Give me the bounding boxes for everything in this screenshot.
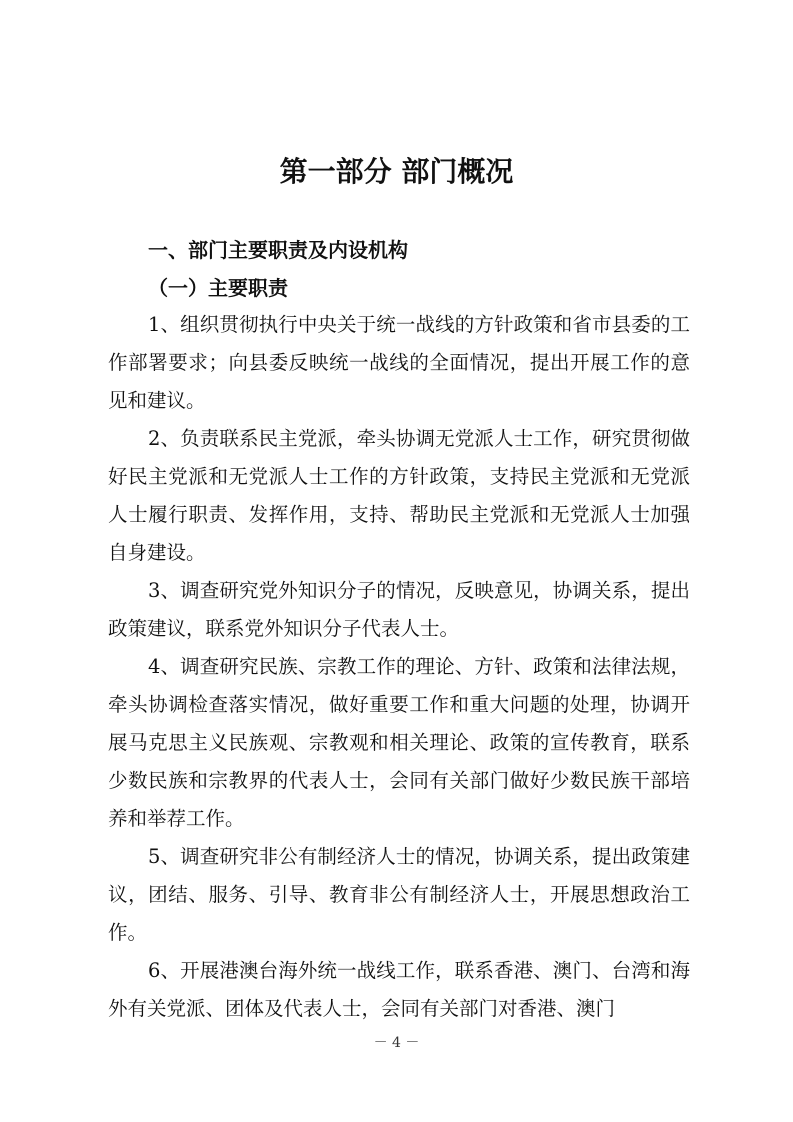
duty-paragraph-5: 5、调查研究非公有制经济人士的情况，协调关系，提出政策建议，团结、服务、引导、教育非公有制经济人士，开展思想政治工作。 [108,845,690,944]
duty-paragraph-6: 6、开展港澳台海外统一战线工作，联系香港、澳门、台湾和海外有关党派、团体及代表人士，会同有关部门对香港、澳门 [108,959,690,1020]
page-number: － 4 － [373,1035,420,1051]
sub-heading: （一）主要职责 [148,276,288,300]
page-title: 第一部分 部门概况 [279,155,514,188]
duty-paragraph-4: 4、调查研究民族、宗教工作的理论、方针、政策和法律法规，牵头协调检查落实情况，做好重要工作和重大问题的处理，协调开展马克思主义民族观、宗教观和相关理论、政策的宣传教育，联系少数民族和宗教界的代表人士，会同有关部门做好少数民族干部培养和举荐工作。 [108,655,690,830]
section-heading: 一、部门主要职责及内设机构 [148,238,408,262]
duty-paragraph-1: 1、组织贯彻执行中央关于统一战线的方针政策和省市县委的工作部署要求；向县委反映统一战线的全面情况，提出开展工作的意见和建议。 [108,313,690,412]
duty-paragraph-3: 3、调查研究党外知识分子的情况，反映意见，协调关系，提出政策建议，联系党外知识分子代表人士。 [108,579,690,640]
duty-paragraph-2: 2、负责联系民主党派，牵头协调无党派人士工作，研究贯彻做好民主党派和无党派人士工作的方针政策，支持民主党派和无党派人士履行职责、发挥作用，支持、帮助民主党派和无党派人士加强自身建设。 [108,427,690,564]
body-text [108,306,690,1028]
